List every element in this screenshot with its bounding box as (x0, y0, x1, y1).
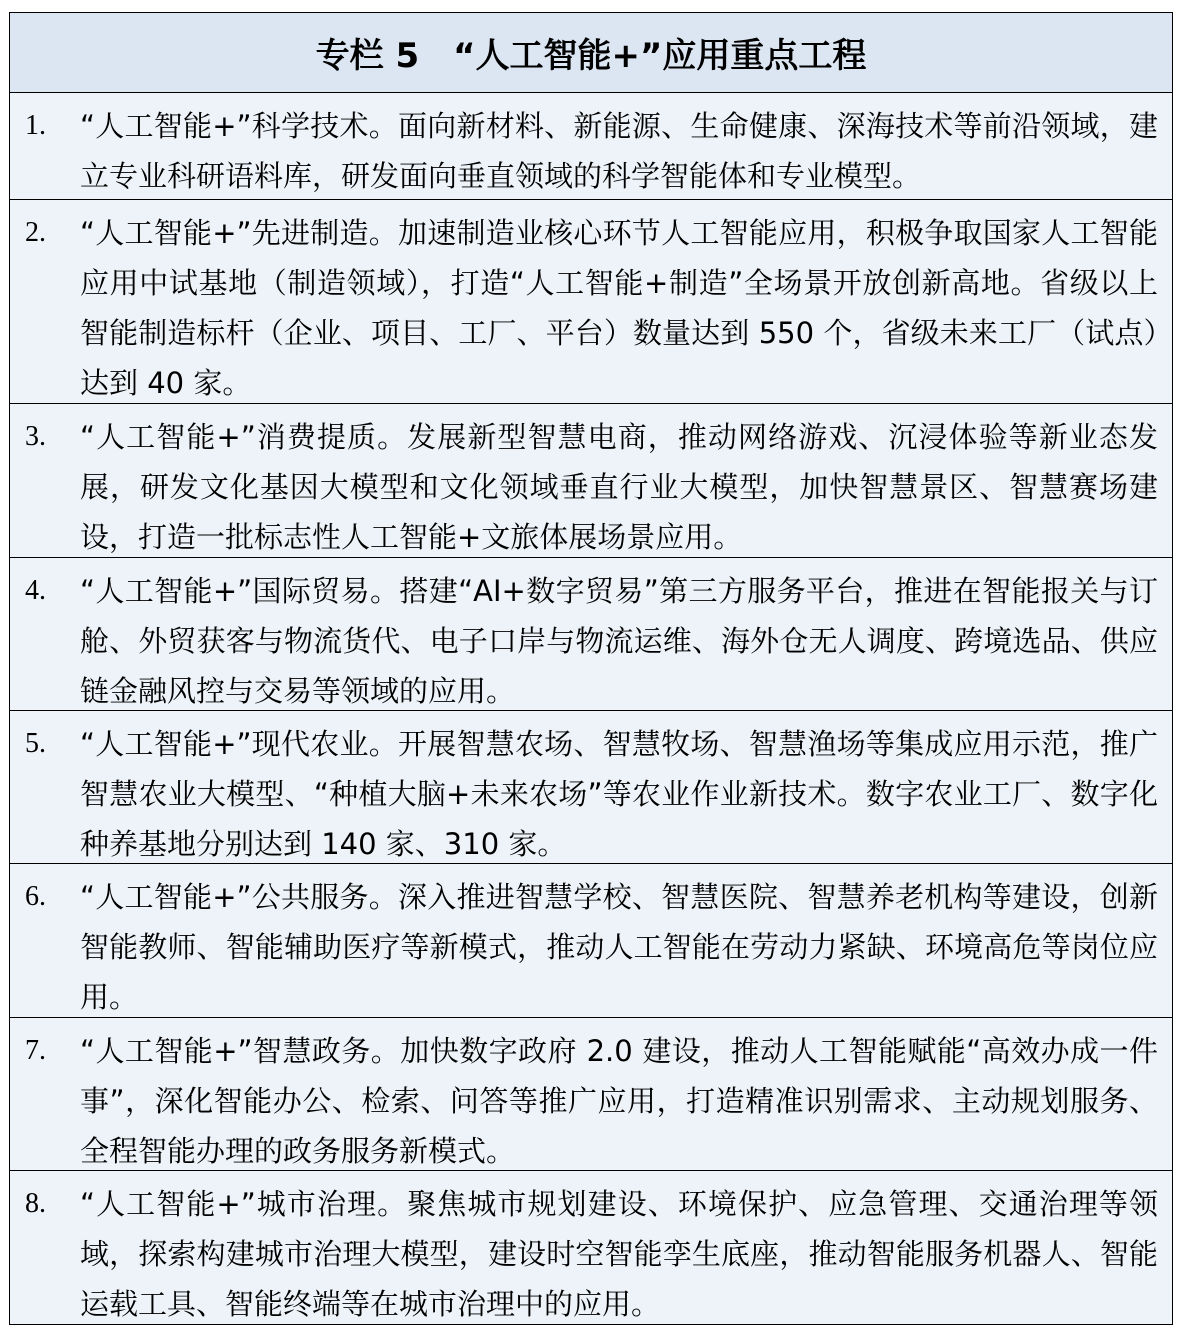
table-row (10, 864, 1172, 1018)
table-row (10, 200, 1172, 404)
item-number: 8. (25, 1188, 46, 1219)
item-text: “人工智能+”消费提质。发展新型智慧电商，推动网络游戏、沉浸体验等新业态发展，研发文化基因大模型和文化领域垂直行业大模型，加快智慧景区、智慧赛场建设，打造一批标志性人工智能+文旅体展场景应用。 (80, 420, 1158, 554)
item-text: “人工智能+”先进制造。加速制造业核心环节人工智能应用，积极争取国家人工智能应用中试基地（制造领域），打造“人工智能+制造”全场景开放创新高地。省级以上智能制造标杆（企业、项目、工厂、平台）数量达到 550 个，省级未来工厂（试点）达到 40 家。 (80, 216, 1158, 400)
table-row (10, 711, 1172, 864)
item-text: “人工智能+”公共服务。深入推进智慧学校、智慧医院、智慧养老机构等建设，创新智能教师、智能辅助医疗等新模式，推动人工智能在劳动力紧缺、环境高危等岗位应用。 (80, 880, 1158, 1014)
item-number: 2. (25, 217, 46, 248)
item-text: “人工智能+”现代农业。开展智慧农场、智慧牧场、智慧渔场等集成应用示范，推广智慧农业大模型、“种植大脑+未来农场”等农业作业新技术。数字农业工厂、数字化种养基地分别达到 140 家、310 家。 (80, 727, 1158, 861)
item-text: “人工智能+”国际贸易。搭建“AI+数字贸易”第三方服务平台，推进在智能报关与订舱、外贸获客与物流货代、电子口岸与物流运维、海外仓无人调度、跨境选品、供应链金融风控与交易等领域的应用。 (80, 574, 1158, 708)
table-row (10, 1171, 1172, 1324)
item-number: 7. (25, 1035, 46, 1066)
item-text: “人工智能+”科学技术。面向新材料、新能源、生命健康、深海技术等前沿领域，建立专业科研语料库，研发面向垂直领域的科学智能体和专业模型。 (80, 109, 1158, 193)
item-text: “人工智能+”智慧政务。加快数字政府 2.0 建设，推动人工智能赋能“高效办成一件事”，深化智能办公、检索、问答等推广应用，打造精准识别需求、主动规划服务、全程智能办理的政务服务新模式。 (80, 1034, 1158, 1168)
key-projects-table (9, 12, 1173, 1325)
table-row (10, 1018, 1172, 1171)
item-number: 5. (25, 728, 46, 759)
table-title: 专栏 5 “人工智能+”应用重点工程 (10, 13, 1172, 93)
item-number: 4. (25, 575, 46, 606)
table-row (10, 404, 1172, 558)
item-number: 1. (25, 110, 46, 141)
table-row (10, 558, 1172, 711)
item-number: 6. (25, 881, 46, 912)
table-row (10, 93, 1172, 200)
item-number: 3. (25, 421, 46, 452)
item-text: “人工智能+”城市治理。聚焦城市规划建设、环境保护、应急管理、交通治理等领域，探索构建城市治理大模型，建设时空智能孪生底座，推动智能服务机器人、智能运载工具、智能终端等在城市治理中的应用。 (80, 1187, 1158, 1321)
